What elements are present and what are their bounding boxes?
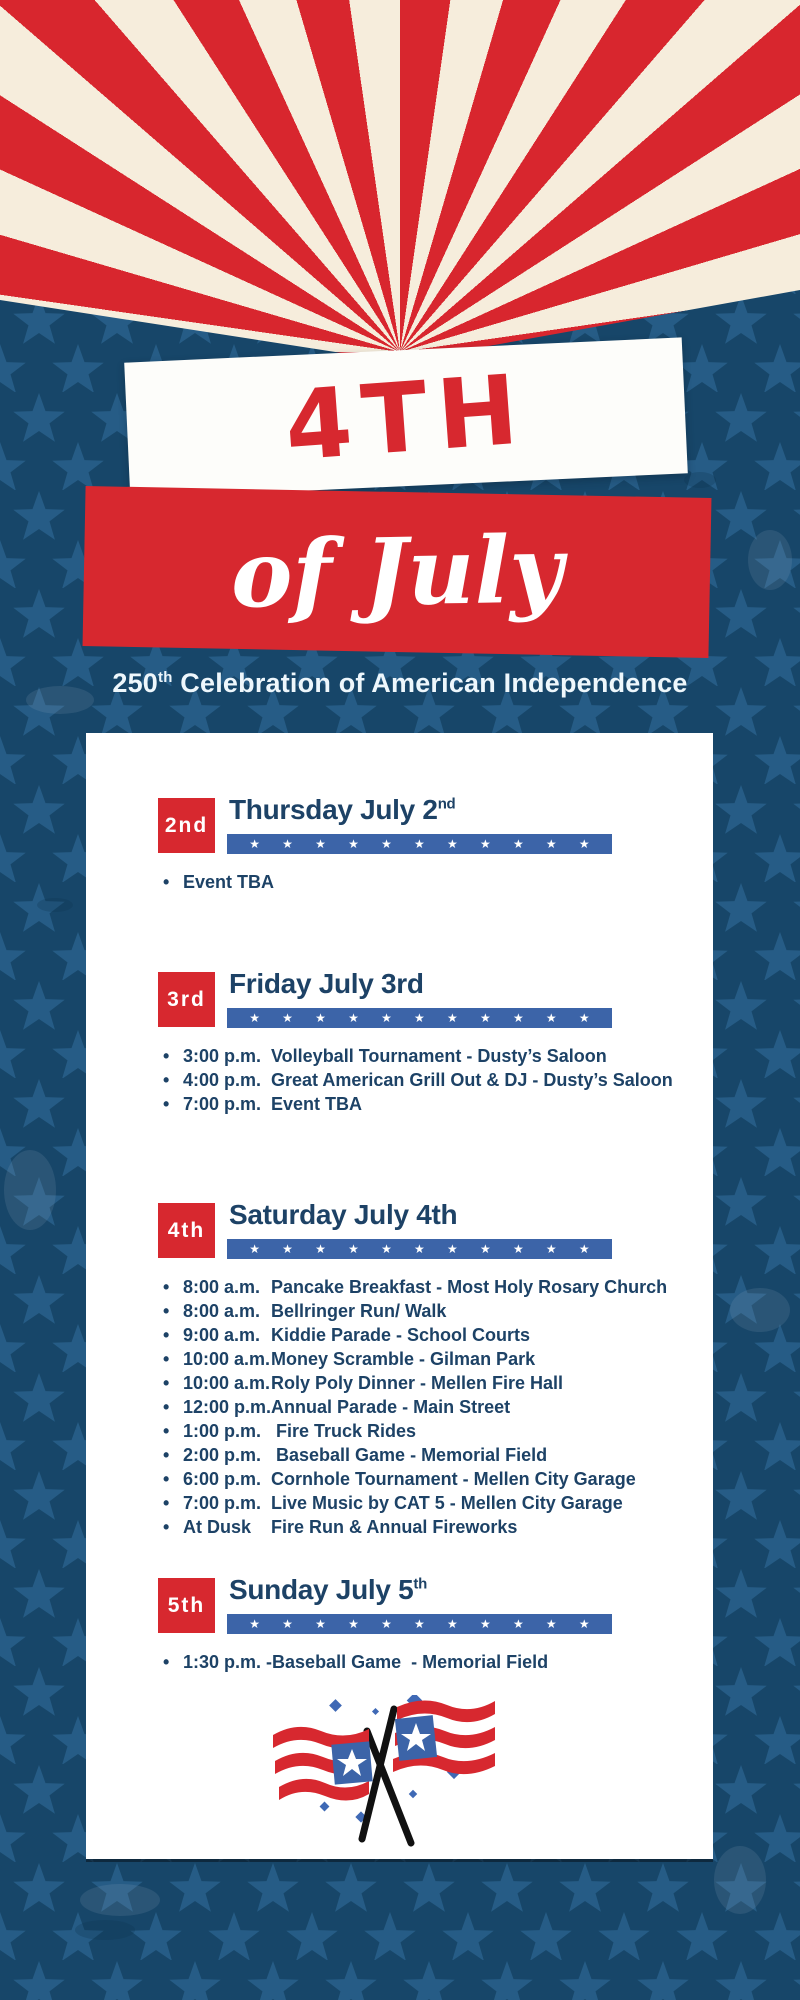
event-desc: Live Music by CAT 5 - Mellen City Garage	[271, 1493, 623, 1513]
event-desc: Bellringer Run/ Walk	[271, 1301, 447, 1321]
event-item	[163, 1419, 667, 1443]
event-item	[163, 1275, 667, 1299]
event-item	[163, 1650, 548, 1674]
event-desc: Money Scramble - Gilman Park	[271, 1349, 536, 1369]
bullet-icon: •	[163, 872, 170, 892]
day-section	[158, 968, 703, 1132]
day-badge: 3rd	[158, 972, 215, 1027]
star-icon: ★	[545, 1011, 557, 1025]
star-icon: ★	[479, 1242, 491, 1256]
star-icon: ★	[348, 1011, 359, 1025]
event-item	[163, 1395, 667, 1419]
star-icon: ★	[282, 1011, 293, 1025]
subtitle-text: Celebration of American Independence	[172, 668, 688, 698]
star-icon: ★	[282, 1242, 293, 1256]
event-desc: Kiddie Parade - School Courts	[271, 1325, 531, 1345]
day-badge: 2nd	[158, 798, 215, 853]
event-desc: Great American Grill Out & DJ - Dusty’s Saloon	[271, 1070, 673, 1090]
star-icon: ★	[578, 1011, 590, 1025]
event-time: 3:00 p.m.	[183, 1046, 262, 1066]
bullet-icon: •	[163, 1373, 170, 1393]
star-icon: ★	[381, 1011, 392, 1025]
white-banner	[124, 337, 688, 498]
bullet-icon: •	[163, 1421, 170, 1441]
star-icon: ★	[479, 837, 491, 851]
event-list	[163, 1044, 673, 1116]
event-item	[163, 1044, 673, 1068]
star-icon: ★	[381, 1242, 392, 1256]
bullet-icon: •	[163, 1094, 170, 1114]
event-list	[163, 1275, 667, 1539]
star-icon: ★	[578, 837, 590, 851]
event-time: 7:00 p.m.	[183, 1094, 262, 1114]
bullet-icon: •	[163, 1517, 170, 1537]
event-time: 8:00 a.m.	[183, 1301, 261, 1321]
title-4th: 4TH	[280, 353, 532, 483]
star-icon: ★	[414, 837, 425, 851]
event-time: 10:00 a.m.	[183, 1373, 271, 1393]
star-icon: ★	[348, 837, 359, 851]
star-icon: ★	[545, 1617, 557, 1631]
event-desc: Event TBA	[271, 1094, 363, 1114]
event-item	[163, 1299, 667, 1323]
event-time: Event TBA	[183, 872, 275, 892]
event-desc: Volleyball Tournament - Dusty’s Saloon	[271, 1046, 607, 1066]
star-icon: ★	[249, 837, 260, 851]
day-section	[158, 794, 703, 958]
star-icon: ★	[348, 1617, 359, 1631]
day-title	[229, 794, 455, 826]
star-icon: ★	[578, 1242, 590, 1256]
bullet-icon: •	[163, 1046, 170, 1066]
event-time: 12:00 p.m.	[183, 1397, 272, 1417]
day-title-text: Saturday July 4th	[229, 1199, 458, 1230]
star-icon: ★	[512, 1011, 524, 1025]
event-item	[163, 1515, 667, 1539]
event-desc: Fire Run & Annual Fireworks	[271, 1517, 518, 1537]
right-flag-icon	[393, 1700, 495, 1774]
star-icon: ★	[447, 1011, 458, 1025]
event-time: 1:00 p.m.	[183, 1421, 262, 1441]
day-title-text: Thursday July 2	[229, 794, 438, 825]
event-desc: Cornhole Tournament - Mellen City Garage	[271, 1469, 636, 1489]
star-icon: ★	[512, 1617, 524, 1631]
event-time: 9:00 a.m.	[183, 1325, 261, 1345]
event-item	[163, 1491, 667, 1515]
day-title	[229, 1199, 457, 1231]
star-icon: ★	[381, 837, 392, 851]
star-divider	[227, 834, 612, 854]
event-list	[163, 870, 274, 894]
day-title	[229, 1574, 427, 1606]
day-section	[158, 1199, 703, 1537]
event-item	[163, 1371, 667, 1395]
event-item	[163, 1068, 673, 1092]
star-icon: ★	[381, 1617, 392, 1631]
star-icon: ★	[348, 1242, 359, 1256]
star-icon: ★	[512, 837, 524, 851]
star-icon: ★	[414, 1242, 425, 1256]
bullet-icon: •	[163, 1301, 170, 1321]
left-flag-icon	[273, 1727, 373, 1801]
star-icon: ★	[282, 837, 293, 851]
red-banner	[83, 486, 712, 658]
bullet-icon: •	[163, 1445, 170, 1465]
event-item	[163, 1092, 673, 1116]
event-time: 1:30 p.m. -	[183, 1652, 273, 1672]
star-icon: ★	[414, 1011, 425, 1025]
event-list	[163, 1650, 548, 1674]
event-time: 8:00 a.m.	[183, 1277, 261, 1297]
bullet-icon: •	[163, 1469, 170, 1489]
day-badge: 5th	[158, 1578, 215, 1633]
event-time: 7:00 p.m.	[183, 1493, 262, 1513]
bullet-icon: •	[163, 1397, 170, 1417]
star-divider	[227, 1239, 612, 1259]
star-icon: ★	[447, 837, 458, 851]
bullet-icon: •	[163, 1325, 170, 1345]
star-icon: ★	[447, 1617, 458, 1631]
subtitle	[0, 668, 800, 699]
day-badge: 4th	[158, 1203, 215, 1258]
star-divider	[227, 1614, 612, 1634]
day-title	[229, 968, 424, 1000]
event-time: 4:00 p.m.	[183, 1070, 262, 1090]
bullet-icon: •	[163, 1349, 170, 1369]
star-icon: ★	[447, 1242, 458, 1256]
event-time: 2:00 p.m.	[183, 1445, 262, 1465]
event-desc: Baseball Game - Memorial Field	[272, 1652, 549, 1672]
day-title-text: Friday July 3rd	[229, 968, 424, 999]
event-desc: Baseball Game - Memorial Field	[271, 1445, 548, 1465]
star-icon: ★	[545, 1242, 557, 1256]
event-desc: Annual Parade - Main Street	[271, 1397, 511, 1417]
star-icon: ★	[315, 1011, 326, 1025]
star-icon: ★	[249, 1242, 260, 1256]
subtitle-ordinal: th	[158, 669, 173, 686]
event-desc: Roly Poly Dinner - Mellen Fire Hall	[271, 1373, 564, 1393]
star-icon: ★	[315, 1242, 326, 1256]
day-title-ordinal: th	[413, 1575, 427, 1593]
star-icon: ★	[578, 1617, 590, 1631]
star-icon: ★	[479, 1617, 491, 1631]
bullet-icon: •	[163, 1277, 170, 1297]
star-divider	[227, 1008, 612, 1028]
event-time: At Dusk	[183, 1517, 252, 1537]
event-item	[163, 870, 274, 894]
star-icon: ★	[479, 1011, 491, 1025]
bullet-icon: •	[163, 1070, 170, 1090]
bullet-icon: •	[163, 1493, 170, 1513]
star-icon: ★	[282, 1617, 293, 1631]
event-desc: Fire Truck Rides	[271, 1421, 417, 1441]
subtitle-number: 250	[112, 668, 159, 698]
event-time: 6:00 p.m.	[183, 1469, 262, 1489]
star-icon: ★	[315, 1617, 326, 1631]
day-title-text: Sunday July 5	[229, 1574, 414, 1605]
schedule-card	[86, 733, 713, 1859]
event-desc: Pancake Breakfast - Most Holy Rosary Church	[271, 1277, 668, 1297]
event-time: 10:00 a.m.	[183, 1349, 271, 1369]
title-of-july: of July	[230, 515, 564, 629]
event-item	[163, 1323, 667, 1347]
day-title-ordinal: nd	[437, 795, 456, 813]
event-item	[163, 1347, 667, 1371]
star-icon: ★	[512, 1242, 524, 1256]
star-icon: ★	[414, 1617, 425, 1631]
star-icon: ★	[249, 1011, 260, 1025]
flags-illustration	[261, 1695, 511, 1847]
star-icon: ★	[315, 837, 326, 851]
bullet-icon: •	[163, 1652, 170, 1672]
star-icon: ★	[545, 837, 557, 851]
event-item	[163, 1467, 667, 1491]
event-item	[163, 1443, 667, 1467]
star-icon: ★	[249, 1617, 260, 1631]
